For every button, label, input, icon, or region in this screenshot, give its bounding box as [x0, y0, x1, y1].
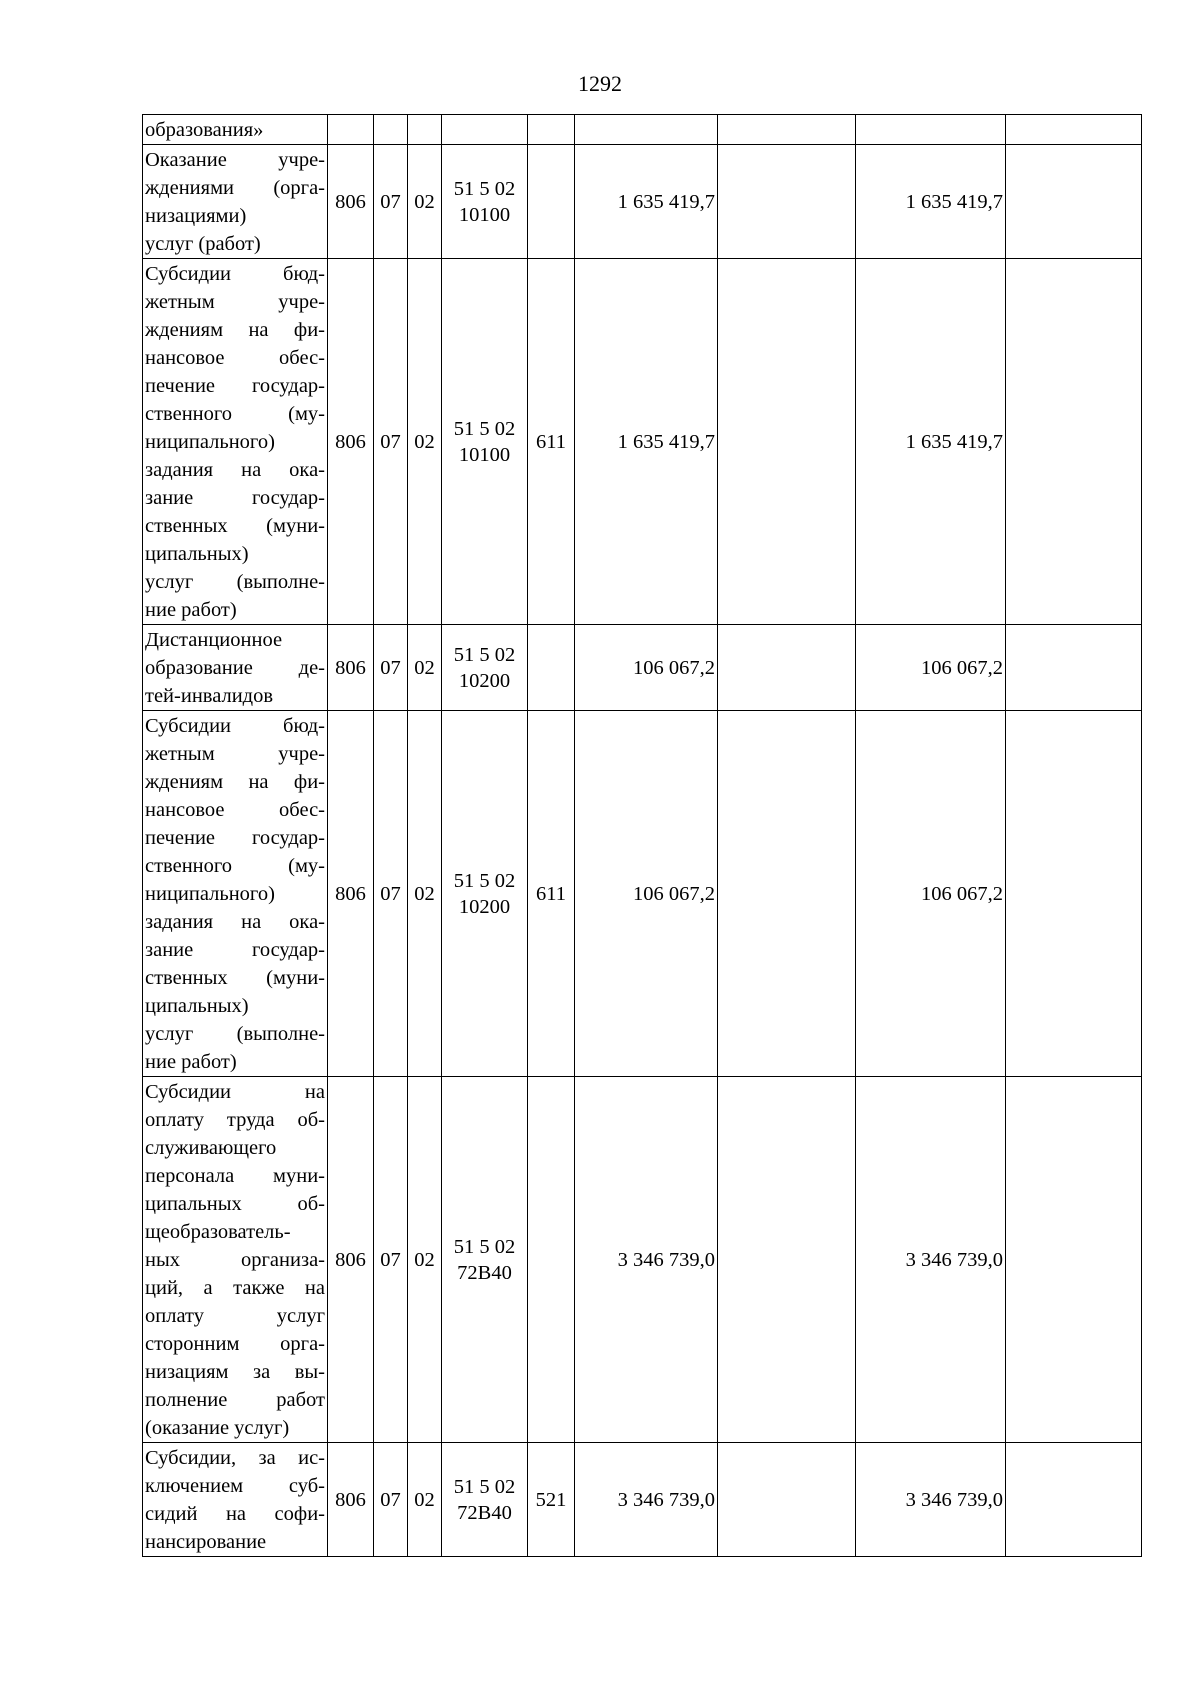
target-article-line1: 51 5 02 — [453, 643, 516, 666]
expense-type-code: 611 — [528, 259, 575, 625]
description-line: Субсидии бюд- — [145, 262, 325, 285]
expense-description — [143, 259, 328, 625]
description-line: задания на ока- — [145, 458, 325, 481]
ministry-code: 806 — [328, 145, 374, 259]
description-line: жетным учре- — [145, 290, 325, 313]
description-line: ципальных) — [145, 994, 249, 1017]
description-line: ственного (му- — [145, 402, 325, 425]
description-line: ных организа- — [145, 1248, 325, 1271]
description-line: низациям за вы- — [145, 1360, 325, 1383]
amount-total: 3 346 739,0 — [575, 1443, 718, 1557]
amount-total: 1 635 419,7 — [575, 259, 718, 625]
ministry-code: 806 — [328, 259, 374, 625]
description-line: образование де- — [145, 656, 325, 679]
target-article-code — [442, 711, 528, 1077]
description-line: ждениями (орга- — [145, 176, 325, 199]
description-line: персонала муни- — [145, 1164, 325, 1187]
table-row — [143, 711, 1142, 1077]
amount-total — [575, 115, 718, 145]
target-article-code — [442, 115, 528, 145]
description-line: зание государ- — [145, 938, 325, 961]
table-body — [143, 115, 1142, 1557]
description-line: ственного (му- — [145, 854, 325, 877]
amount-col4 — [1006, 1443, 1142, 1557]
amount-col4 — [1006, 711, 1142, 1077]
target-article-line2: 10200 — [458, 669, 511, 692]
section-code: 07 — [374, 625, 408, 711]
page-number: 1292 — [578, 71, 622, 96]
expense-description — [143, 1077, 328, 1443]
description-line: услуг (выполне- — [145, 570, 325, 593]
table-row — [143, 145, 1142, 259]
expense-description — [143, 115, 328, 145]
target-article-code — [442, 625, 528, 711]
amount-col4 — [1006, 115, 1142, 145]
description-line: ственных (муни- — [145, 514, 325, 537]
amount-col2 — [718, 1077, 856, 1443]
table-row — [143, 1443, 1142, 1557]
description-line: услуг (выполне- — [145, 1022, 325, 1045]
table-row — [143, 259, 1142, 625]
description-line: печение государ- — [145, 374, 325, 397]
amount-col4 — [1006, 625, 1142, 711]
amount-col4 — [1006, 259, 1142, 625]
description-line: Субсидии бюд- — [145, 714, 325, 737]
subsection-code: 02 — [408, 1077, 442, 1443]
description-line: оплату труда об- — [145, 1108, 325, 1131]
description-line: жетным учре- — [145, 742, 325, 765]
description-line: ственных (муни- — [145, 966, 325, 989]
expense-description — [143, 711, 328, 1077]
table-row — [143, 115, 1142, 145]
target-article-line2: 10200 — [458, 895, 511, 918]
description-line: нансовое обес- — [145, 798, 325, 821]
description-line: услуг (работ) — [145, 232, 261, 255]
target-article-line2: 72В40 — [457, 1261, 512, 1284]
amount-col3: 3 346 739,0 — [856, 1443, 1006, 1557]
section-code: 07 — [374, 145, 408, 259]
expense-type-code — [528, 115, 575, 145]
description-line: оплату услуг — [145, 1304, 325, 1327]
subsection-code: 02 — [408, 145, 442, 259]
amount-col2 — [718, 115, 856, 145]
ministry-code — [328, 115, 374, 145]
description-line: ципальных) — [145, 542, 249, 565]
ministry-code: 806 — [328, 1443, 374, 1557]
expense-type-code: 611 — [528, 711, 575, 1077]
section-code: 07 — [374, 1443, 408, 1557]
description-line: ключением суб- — [145, 1474, 325, 1497]
description-line: Оказание учре- — [145, 148, 325, 171]
description-line: печение государ- — [145, 826, 325, 849]
expense-type-code — [528, 625, 575, 711]
description-line: Дистанционное — [145, 628, 283, 651]
target-article-line1: 51 5 02 — [453, 1475, 516, 1498]
expense-type-code — [528, 1077, 575, 1443]
amount-col4 — [1006, 145, 1142, 259]
amount-col2 — [718, 145, 856, 259]
expense-type-code: 521 — [528, 1443, 575, 1557]
expense-description — [143, 1443, 328, 1557]
section-code: 07 — [374, 259, 408, 625]
target-article-line2: 72В40 — [457, 1501, 512, 1524]
target-article-line1: 51 5 02 — [453, 1235, 516, 1258]
section-code: 07 — [374, 711, 408, 1077]
subsection-code — [408, 115, 442, 145]
table-row — [143, 1077, 1142, 1443]
amount-col3: 3 346 739,0 — [856, 1077, 1006, 1443]
amount-col2 — [718, 711, 856, 1077]
subsection-code: 02 — [408, 1443, 442, 1557]
description-line: ждениям на фи- — [145, 318, 325, 341]
description-line: щеобразователь- — [145, 1220, 291, 1243]
description-line: зание государ- — [145, 486, 325, 509]
target-article-code — [442, 259, 528, 625]
expense-type-code — [528, 145, 575, 259]
description-line: образования» — [145, 118, 264, 141]
table-row — [143, 625, 1142, 711]
description-line: ние работ) — [145, 598, 237, 621]
expense-description — [143, 145, 328, 259]
section-code — [374, 115, 408, 145]
target-article-code — [442, 1077, 528, 1443]
description-line: Субсидии, за ис- — [145, 1446, 325, 1469]
description-line: сидий на софи- — [145, 1502, 325, 1525]
ministry-code: 806 — [328, 625, 374, 711]
description-line: ций, а также на — [145, 1276, 325, 1299]
description-line: полнение работ — [145, 1388, 325, 1411]
amount-col3: 1 635 419,7 — [856, 145, 1006, 259]
target-article-line2: 10100 — [458, 443, 511, 466]
amount-col2 — [718, 259, 856, 625]
description-line: задания на ока- — [145, 910, 325, 933]
description-line: нансирование — [145, 1530, 267, 1553]
description-line: ципальных об- — [145, 1192, 325, 1215]
description-line: ние работ) — [145, 1050, 237, 1073]
ministry-code: 806 — [328, 1077, 374, 1443]
description-line: служивающего — [145, 1136, 277, 1159]
description-line: сторонним орга- — [145, 1332, 325, 1355]
target-article-line2: 10100 — [458, 203, 511, 226]
amount-col3 — [856, 115, 1006, 145]
section-code: 07 — [374, 1077, 408, 1443]
amount-col4 — [1006, 1077, 1142, 1443]
subsection-code: 02 — [408, 259, 442, 625]
amount-total: 106 067,2 — [575, 625, 718, 711]
budget-table — [142, 114, 1142, 1557]
subsection-code: 02 — [408, 625, 442, 711]
amount-col2 — [718, 625, 856, 711]
amount-col3: 106 067,2 — [856, 711, 1006, 1077]
subsection-code: 02 — [408, 711, 442, 1077]
target-article-line1: 51 5 02 — [453, 417, 516, 440]
description-line: Субсидии на — [145, 1080, 325, 1103]
amount-total: 1 635 419,7 — [575, 145, 718, 259]
description-line: тей-инвалидов — [145, 684, 274, 707]
amount-total: 106 067,2 — [575, 711, 718, 1077]
description-line: (оказание услуг) — [145, 1416, 290, 1439]
target-article-line1: 51 5 02 — [453, 177, 516, 200]
description-line: ниципального) — [145, 430, 275, 453]
amount-col2 — [718, 1443, 856, 1557]
expense-description — [143, 625, 328, 711]
amount-col3: 1 635 419,7 — [856, 259, 1006, 625]
description-line: ждениям на фи- — [145, 770, 325, 793]
target-article-line1: 51 5 02 — [453, 869, 516, 892]
target-article-code — [442, 145, 528, 259]
ministry-code: 806 — [328, 711, 374, 1077]
description-line: низациями) — [145, 204, 247, 227]
description-line: нансовое обес- — [145, 346, 325, 369]
description-line: ниципального) — [145, 882, 275, 905]
target-article-code — [442, 1443, 528, 1557]
amount-col3: 106 067,2 — [856, 625, 1006, 711]
amount-total: 3 346 739,0 — [575, 1077, 718, 1443]
